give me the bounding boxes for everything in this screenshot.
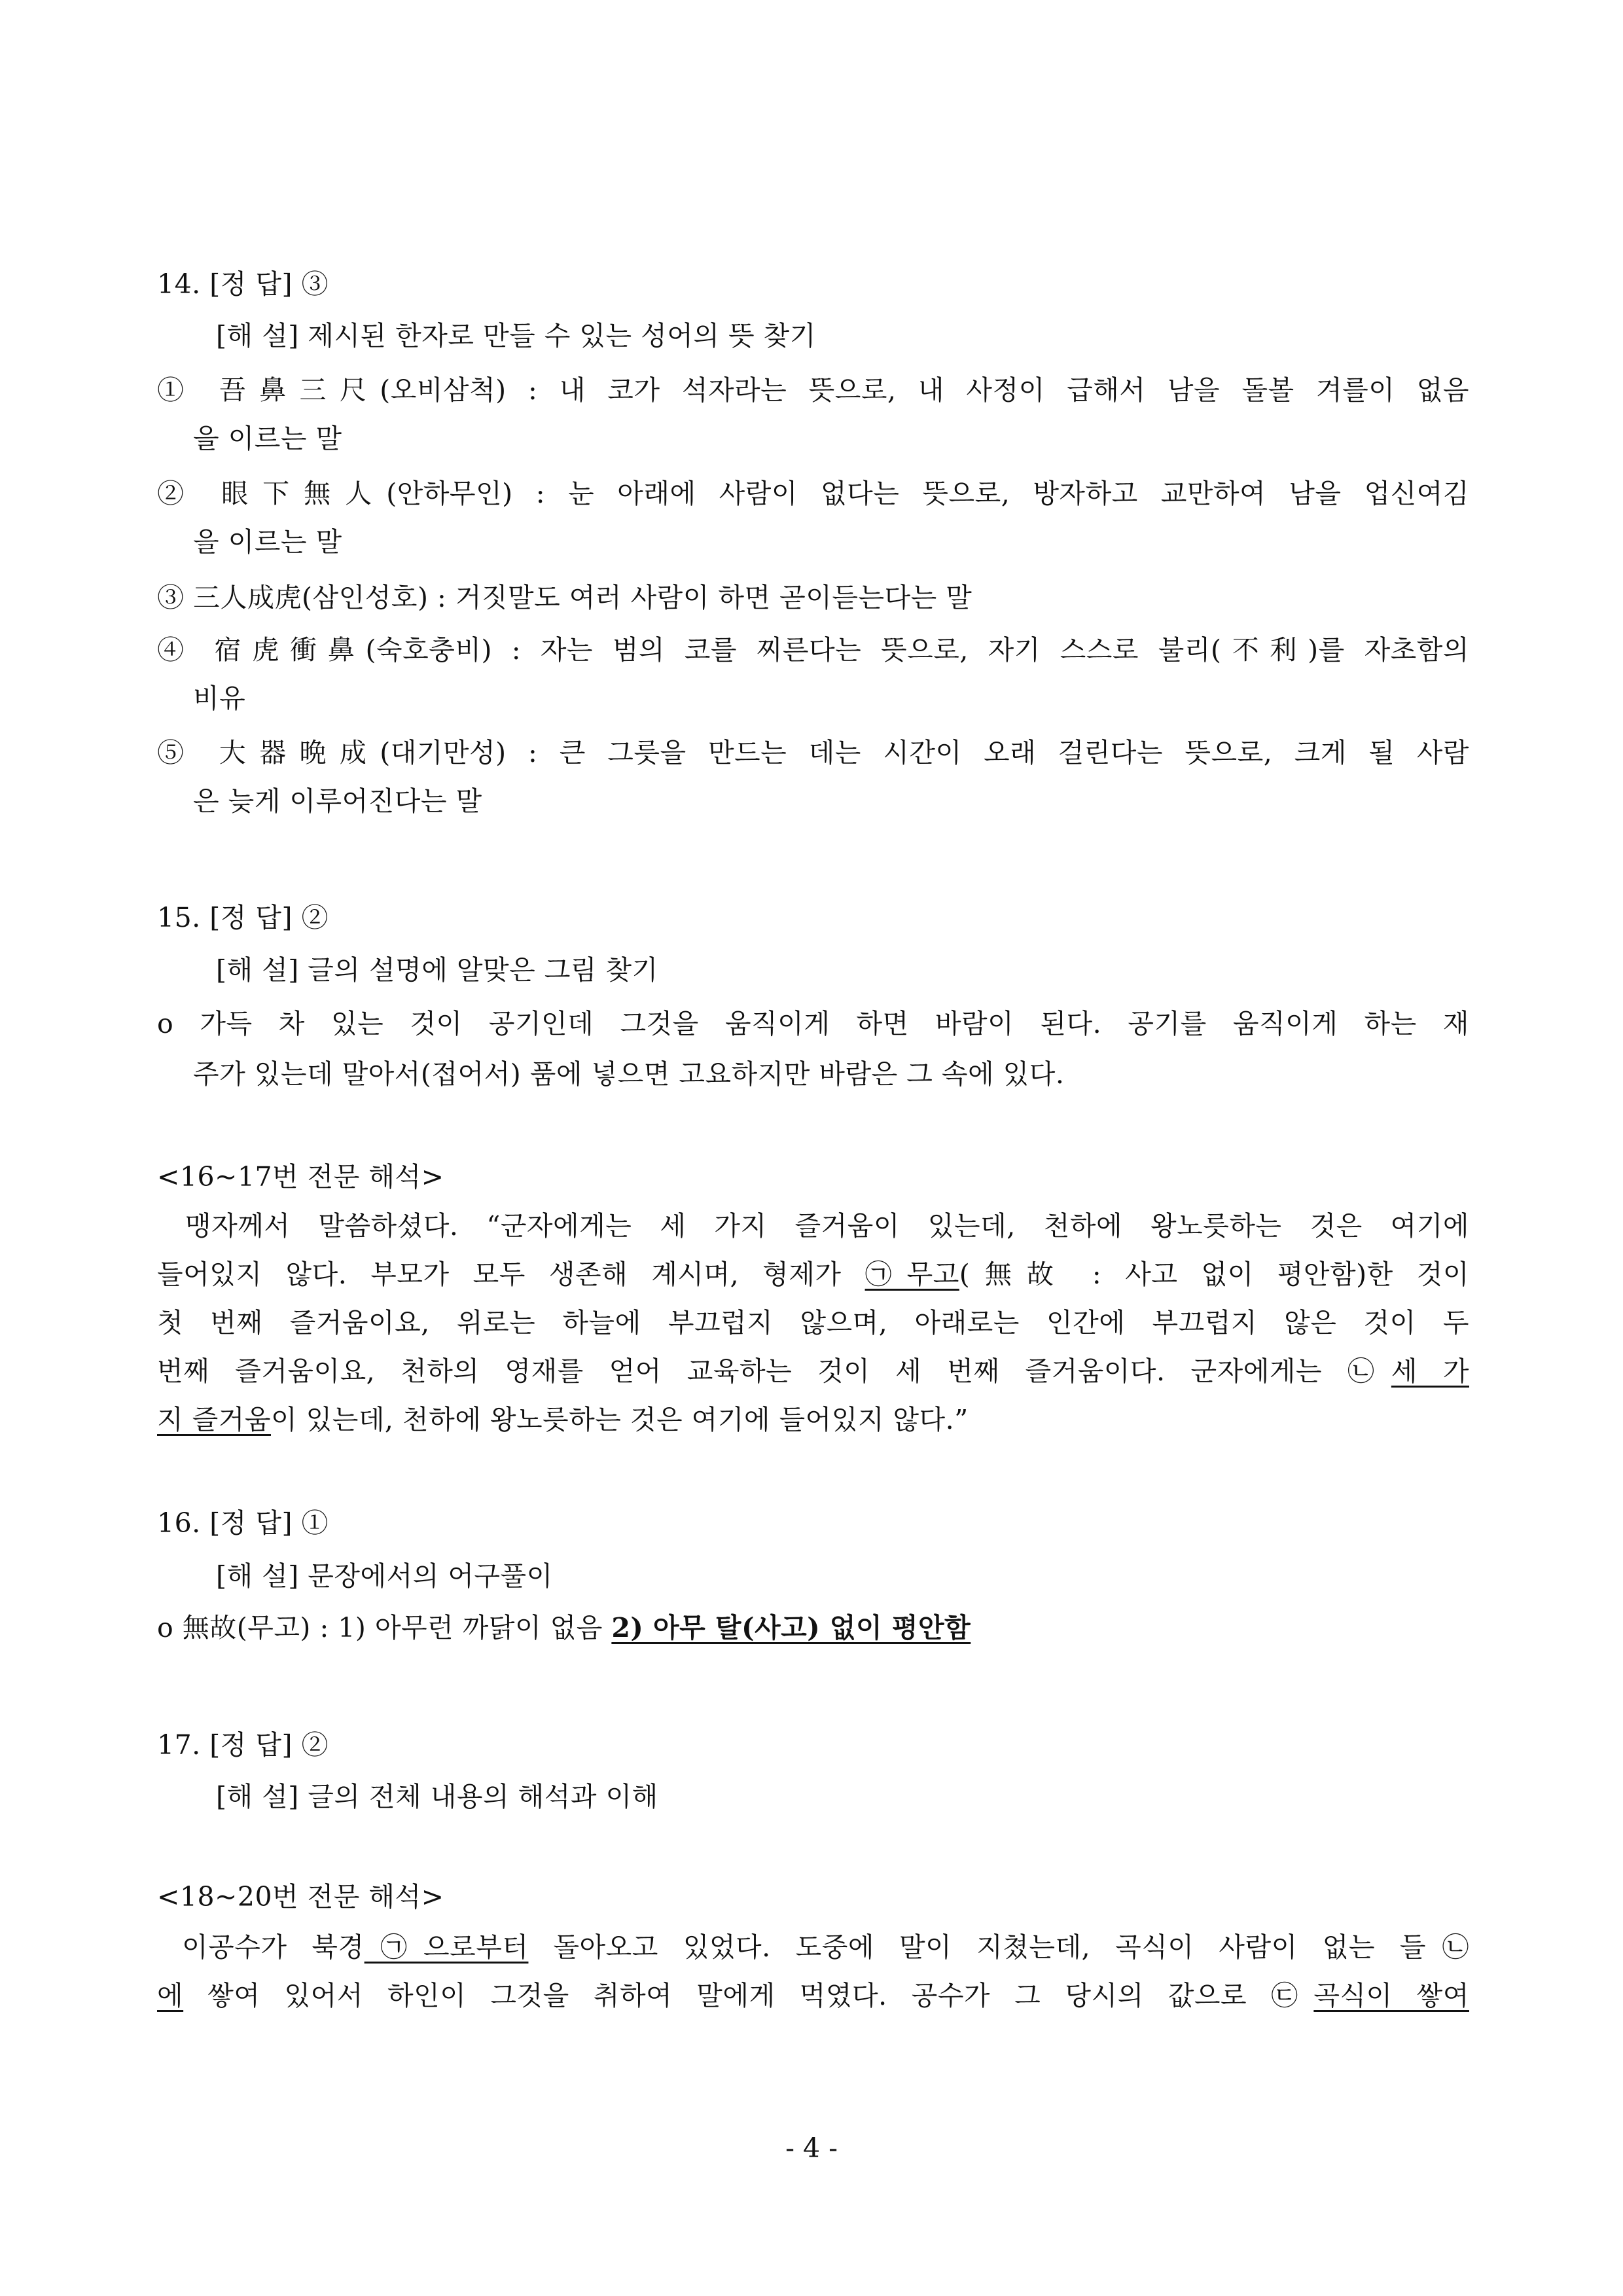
q15-explanation: [해 설] 글의 설명에 알맞은 그림 찾기 (216, 954, 658, 986)
passage-16-17-line-3: 첫 번째 즐거움이요, 위로는 하늘에 부끄럽지 않으며, 아래로는 인간에 부끄럽지 않은 것이 두 (157, 1307, 1469, 1338)
q17-explanation: [해 설] 글의 전체 내용의 해석과 이해 (216, 1781, 658, 1812)
q14-option-5-cont: 은 늦게 이루어진다는 말 (193, 785, 482, 817)
q14-option-1-cont: 을 이르는 말 (193, 423, 342, 454)
passage-18-20-line-1: 이공수가 북경㉠으로부터 돌아오고 있었다. 도중에 말이 지쳤는데, 곡식이 사람이 없는 들㉡ (182, 1931, 1469, 1963)
q17-answer: 17. [정 답] ② (157, 1729, 329, 1761)
underlined-e: 에 (157, 1980, 184, 2011)
q16-text: o 無故(무고) : 1) 아무런 까닭이 없음 2) 아무 탈(사고) 없이 평안함 (157, 1612, 971, 1643)
q15-answer: 15. [정 답] ② (157, 902, 329, 933)
passage-16-17-line-5: 지 즐거움이 있는데, 천하에 왕노릇하는 것은 여기에 들어있지 않다.” (157, 1404, 969, 1435)
passage-18-20-line-2: 에 쌓여 있어서 하인이 그것을 취하여 말에게 먹였다. 공수가 그 당시의 값으로 ㉢곡식이 쌓여 (157, 1980, 1469, 2011)
passage-16-17-heading: <16~17번 전문 해석> (157, 1161, 444, 1193)
underlined-three-joys-cont: 지 즐거움 (157, 1404, 271, 1435)
q16-answer: 16. [정 답] ① (157, 1507, 329, 1539)
page-number: - 4 - (785, 2132, 838, 2164)
q14-answer: 14. [정 답] ③ (157, 268, 329, 300)
passage-16-17-line-4: 번째 즐거움이요, 천하의 영재를 얻어 교육하는 것이 세 번째 즐거움이다. 군자에게는 ㉡세 가 (157, 1355, 1469, 1387)
underlined-grain-piled: 곡식이 쌓여 (1313, 1980, 1469, 2011)
passage-16-17-line-2: 들어있지 않다. 부모가 모두 생존해 계시며, 형제가 ㉠무고(無故 : 사고 없이 평안함)한 것이 (157, 1259, 1469, 1290)
q16-explanation: [해 설] 문장에서의 어구풀이 (216, 1560, 553, 1592)
q14-option-4-cont: 비유 (193, 683, 246, 714)
underlined-euroboteo: ㉠으로부터 (364, 1931, 529, 1963)
q15-text-cont: 주가 있는데 말아서(접어서) 품에 넣으면 고요하지만 바람은 그 속에 있다. (193, 1058, 1065, 1090)
q14-option-5: ⑤ 大器晩成(대기만성) : 큰 그릇을 만드는 데는 시간이 오래 걸린다는 뜻으로, 크게 될 사람 (157, 737, 1469, 768)
q14-option-1: ① 吾鼻三尺(오비삼척) : 내 코가 석자라는 뜻으로, 내 사정이 급해서 남을 돌볼 겨를이 없음 (157, 374, 1469, 406)
q14-option-4: ④ 宿虎衝鼻(숙호충비) : 자는 범의 코를 찌른다는 뜻으로, 자기 스스로 불리(不利)를 자초함의 (157, 634, 1469, 666)
q14-option-3: ③ 三人成虎(삼인성호) : 거짓말도 여러 사람이 하면 곧이듣는다는 말 (157, 582, 972, 613)
passage-18-20-heading: <18~20번 전문 해석> (157, 1881, 444, 1912)
q14-option-2-cont: 을 이르는 말 (193, 526, 342, 558)
underlined-three-joys: 세 가 (1391, 1355, 1469, 1387)
q14-explanation: [해 설] 제시된 한자로 만들 수 있는 성어의 뜻 찾기 (216, 320, 816, 351)
underlined-mugo: ㉠무고 (865, 1259, 959, 1290)
q15-text: o 가득 차 있는 것이 공기인데 그것을 움직이게 하면 바람이 된다. 공기를 움직이게 하는 재 (157, 1008, 1469, 1039)
q14-option-2: ② 眼下無人(안하무인) : 눈 아래에 사람이 없다는 뜻으로, 방자하고 교만하여 남을 업신여김 (157, 478, 1469, 509)
passage-16-17-line-1: 맹자께서 말씀하셨다. “군자에게는 세 가지 즐거움이 있는데, 천하에 왕노릇하는 것은 여기에 (185, 1210, 1469, 1242)
q16-highlighted-meaning: 2) 아무 탈(사고) 없이 평안함 (611, 1612, 971, 1643)
